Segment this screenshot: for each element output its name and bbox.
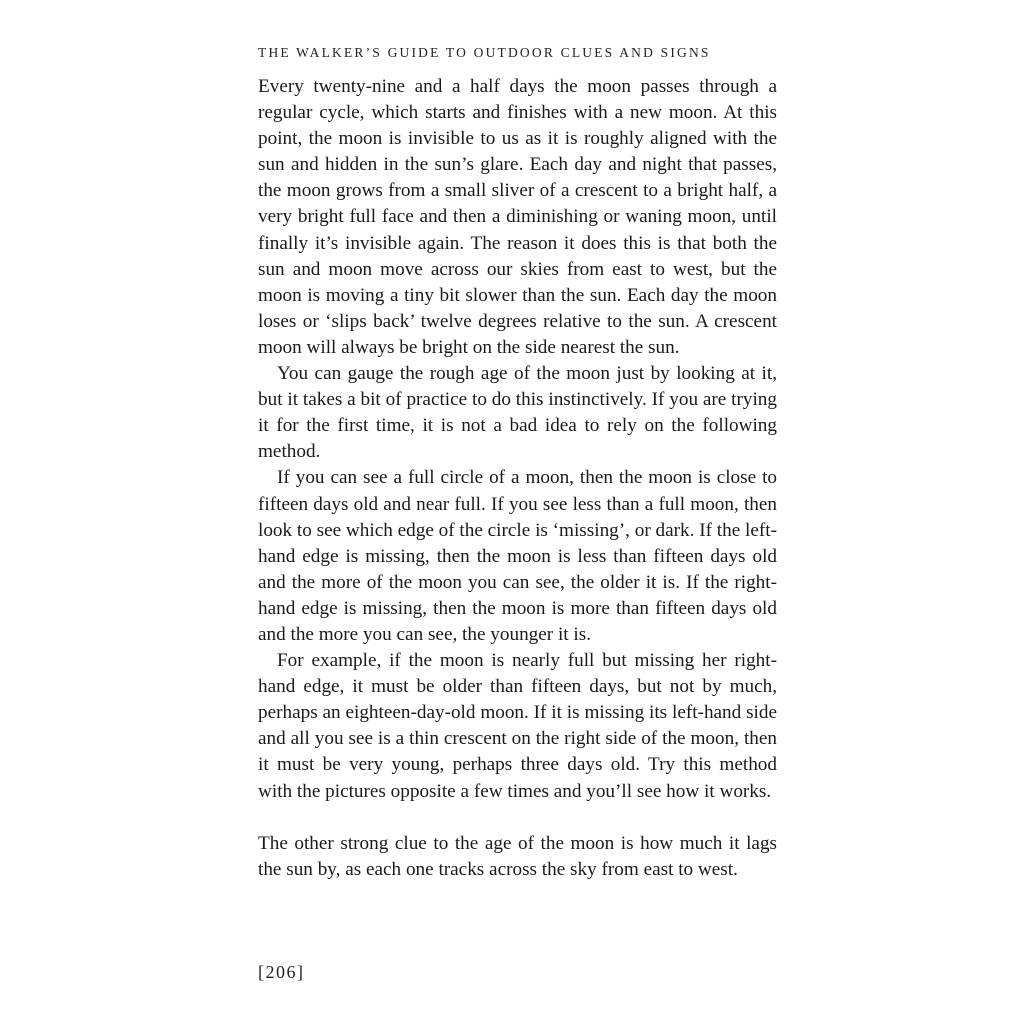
paragraph-lag-clue: The other strong clue to the age of the moon is how much it lags the sun by, as each one tracks across the sky from east to west. [258,832,777,880]
paragraph-full-circle: If you can see a full circle of a moon, then the moon is close to fifteen days old and near full. If you see less than a full moon, then look to see which edge of the circle is ‘missing’, or dark. If the left-hand edge is missing, then the moon is less than fifteen days old and the more of the moon you can see, the older it is. If the right-hand edge is missing, then the moon is more than fifteen days old and the more you can see, the younger it is. [258,467,777,645]
book-page [258,44,777,883]
paragraph-example: For example, if the moon is nearly full but missing her right-hand edge, it must be older than fifteen days, but not by much, perhaps an eighteen-day-old moon. If it is missing its left-hand side and all you see is a thin crescent on the right side of the moon, then it must be very young, perhaps three days old. Try this method with the pictures opposite a few times and you’ll see how it works. [258,650,777,802]
page-number: [206] [258,962,305,982]
paragraph-moon-cycle: Every twenty-nine and a half days the moon passes through a regular cycle, which starts and finishes with a new moon. At this point, the moon is invisible to us as it is roughly aligned with the sun and hidden in the sun’s glare. Each day and night that passes, the moon grows from a small sliver of a crescent to a bright half, a very bright full face and then a diminishing or waning moon, until finally it’s invisible again. The reason it does this is that both the sun and moon move across our skies from east to west, but the moon is moving a tiny bit slower than the sun. Each day the moon loses or ‘slips back’ twelve degrees relative to the sun. A crescent moon will always be bright on the side nearest the sun. [258,76,777,358]
paragraph-gauge-age: You can gauge the rough age of the moon just by looking at it, but it takes a bit of practice to do this instinctively. If you are trying it for the first time, it is not a bad idea to rely on the following method. [258,363,777,463]
running-head: THE WALKER’S GUIDE TO OUTDOOR CLUES AND SIGNS [258,45,711,60]
